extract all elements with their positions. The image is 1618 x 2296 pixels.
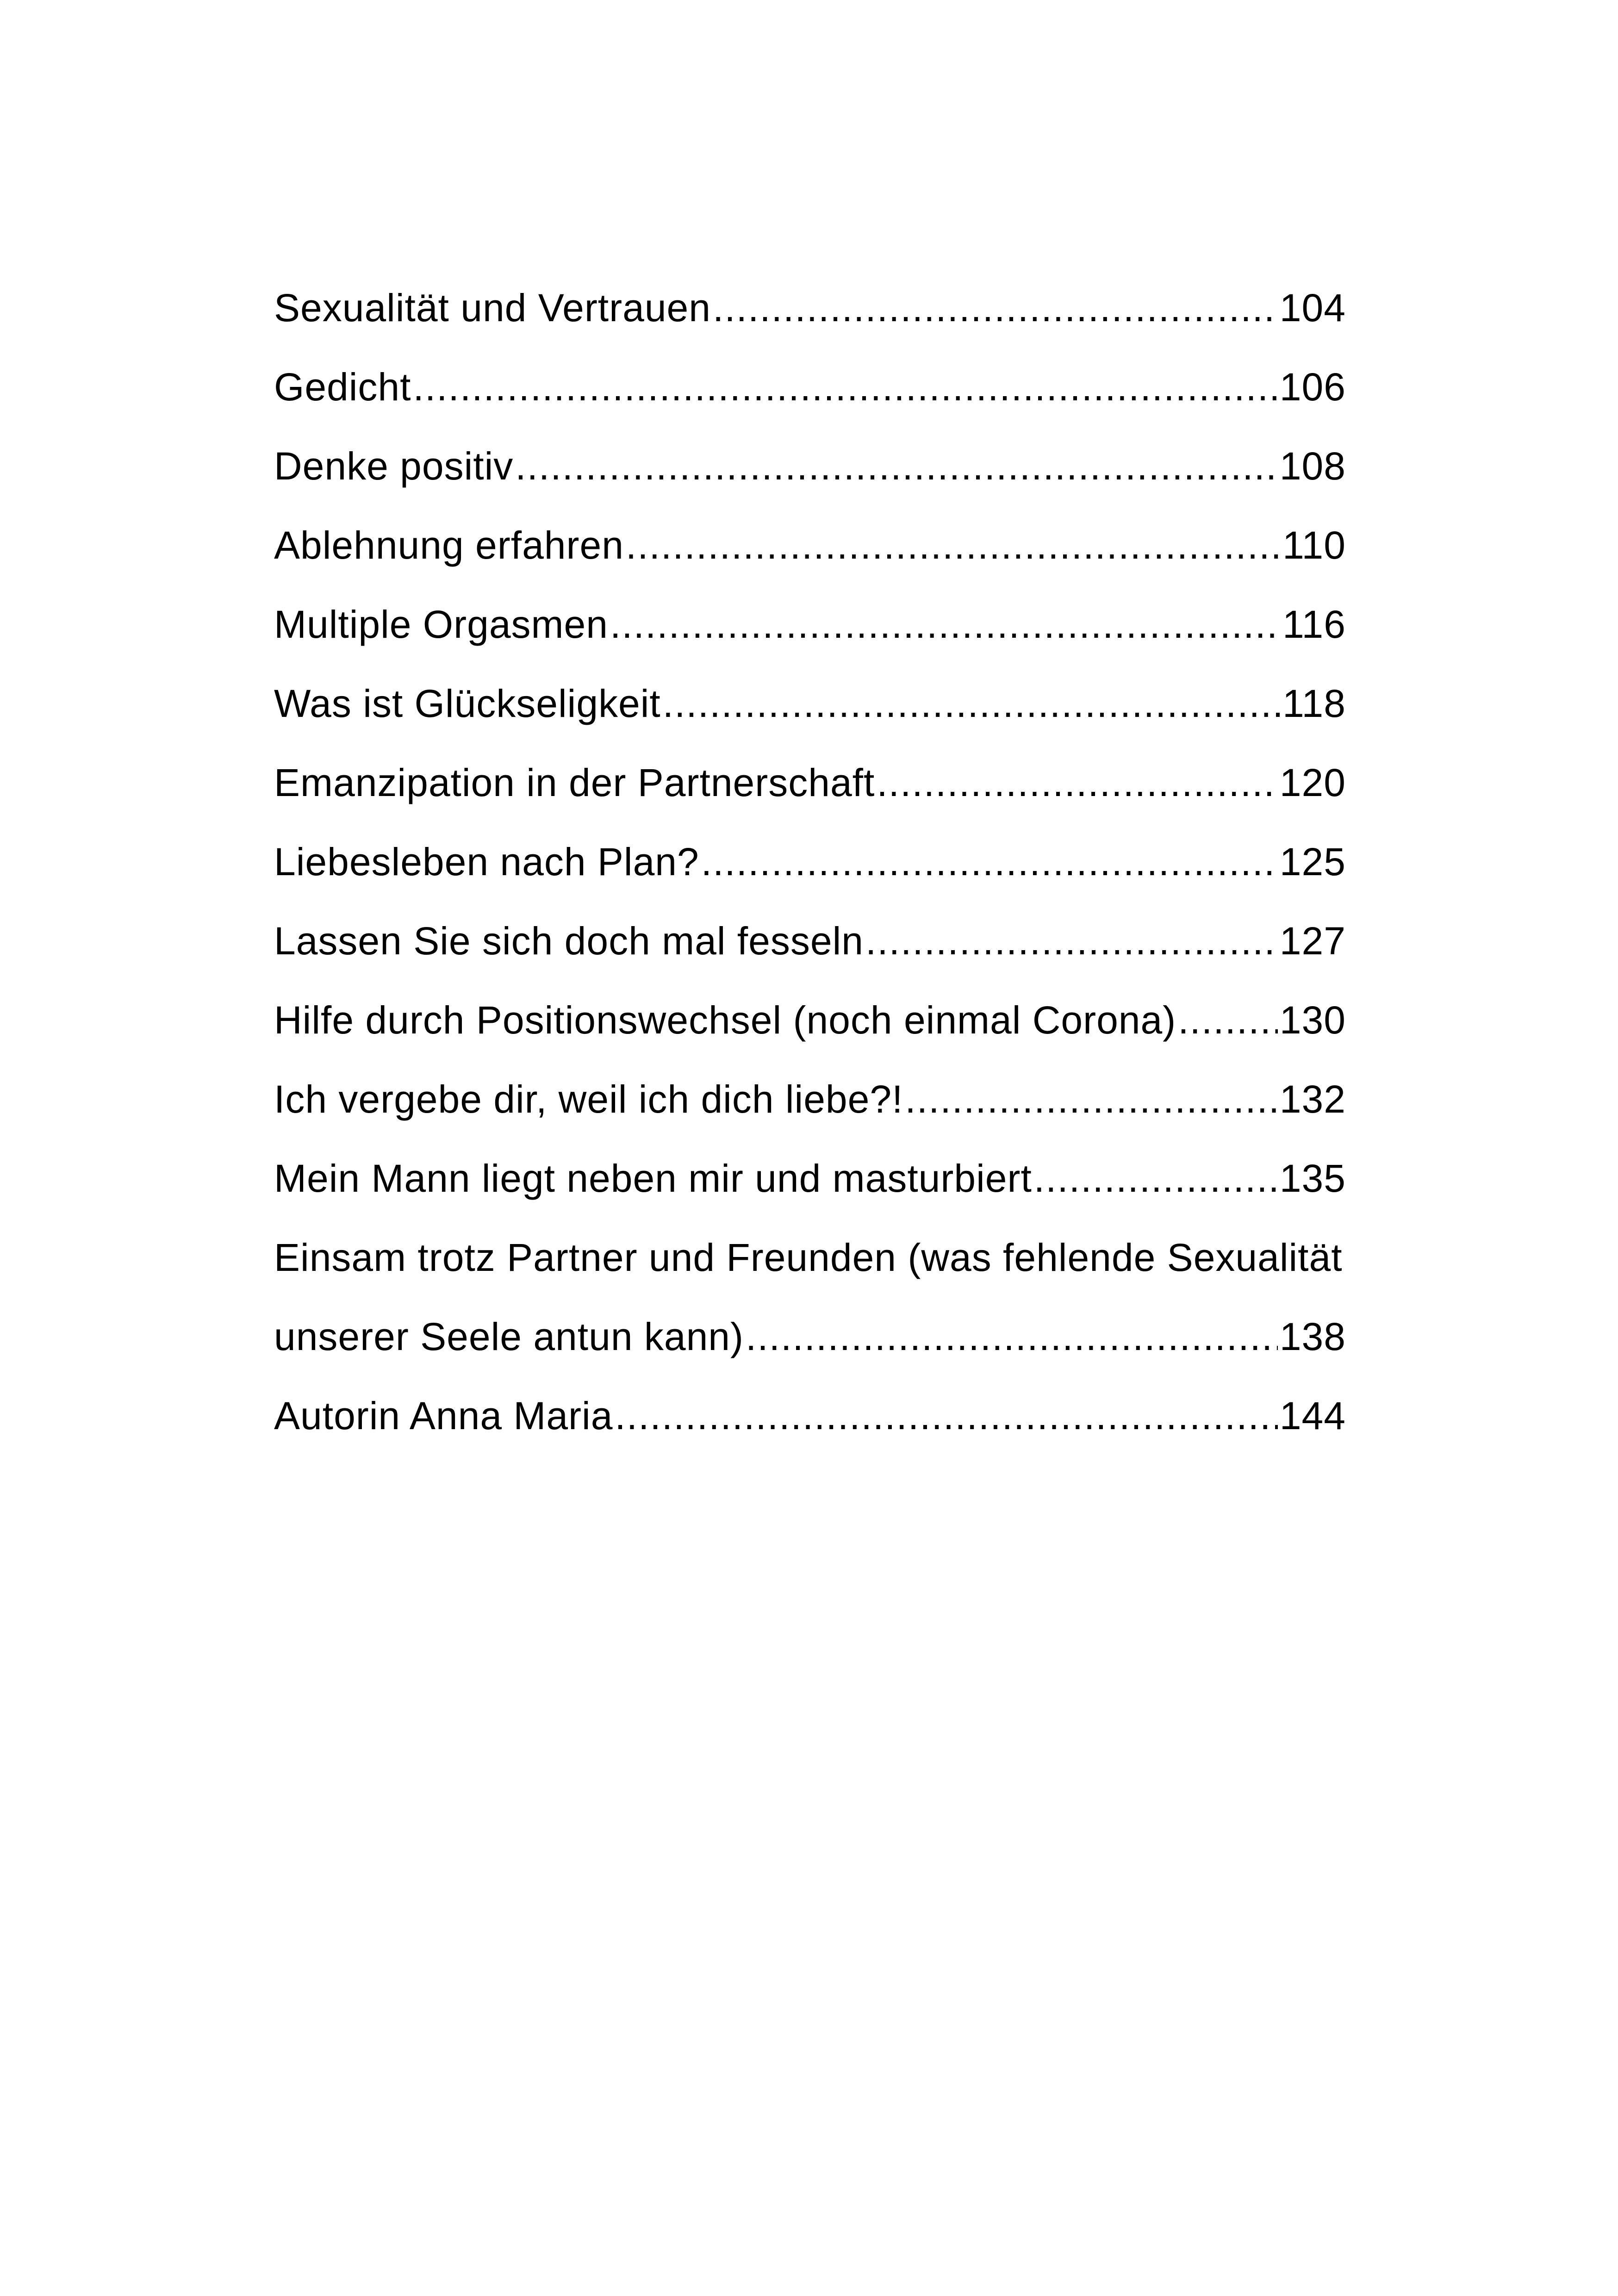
toc-entry[interactable]: [274, 822, 1346, 902]
toc-entry-page: 135: [1279, 1157, 1346, 1200]
toc-dot-leader: [615, 1376, 1277, 1456]
toc-entry-page: 104: [1279, 286, 1346, 330]
toc-entry-title: Hilfe durch Positionswechsel (noch einmal Corona): [274, 998, 1176, 1042]
toc-entry[interactable]: [274, 1139, 1346, 1218]
toc-dot-leader: [905, 1060, 1277, 1139]
toc-entry-page: 110: [1282, 523, 1346, 567]
toc-entry-title-line-1: Einsam trotz Partner und Freunden (was fehlende Sexualität: [274, 1236, 1343, 1279]
toc-dot-leader: [865, 902, 1278, 981]
toc-entry[interactable]: [274, 743, 1346, 822]
toc-entry-title: Was ist Glückseligkeit: [274, 682, 661, 725]
toc-entry-title: Emanzipation in der Partnerschaft: [274, 761, 875, 804]
toc-entry[interactable]: [274, 902, 1346, 981]
toc-entry-page: 106: [1279, 365, 1346, 409]
toc-entry-title: Gedicht: [274, 365, 411, 409]
toc-entry-page: 120: [1279, 761, 1346, 804]
toc-entry-title: Mein Mann liegt neben mir und masturbiert: [274, 1157, 1032, 1200]
toc-entry[interactable]: [274, 268, 1346, 348]
toc-entry[interactable]: [274, 1218, 1346, 1376]
toc-dot-leader: [1178, 981, 1278, 1060]
toc-entry-page: 144: [1279, 1394, 1346, 1437]
toc-dot-leader: [413, 348, 1278, 427]
toc-entry-page: 108: [1279, 444, 1346, 488]
toc-entry-title: Liebesleben nach Plan?: [274, 840, 699, 884]
toc-entry-title-line-2: unserer Seele antun kann): [274, 1315, 744, 1358]
toc-entry-title: Multiple Orgasmen: [274, 603, 608, 646]
toc-dot-leader: [877, 743, 1278, 822]
toc-entry[interactable]: [274, 1060, 1346, 1139]
toc-entry-page: 116: [1282, 603, 1346, 646]
toc-dot-leader: [1034, 1139, 1278, 1218]
toc-entry-page: 132: [1279, 1077, 1346, 1121]
toc-entry-page: 118: [1282, 682, 1346, 725]
table-of-contents: [274, 268, 1346, 1456]
toc-entry-title: Ich vergebe dir, weil ich dich liebe?!: [274, 1077, 903, 1121]
toc-entry-title: Denke positiv: [274, 444, 514, 488]
toc-entry[interactable]: [274, 427, 1346, 506]
toc-entry[interactable]: [274, 348, 1346, 427]
toc-entry-page: 138: [1279, 1315, 1346, 1358]
toc-dot-leader: [626, 506, 1281, 585]
toc-entry-title: Autorin Anna Maria: [274, 1394, 613, 1437]
toc-entry[interactable]: [274, 664, 1346, 743]
toc-entry-page: 127: [1279, 919, 1346, 963]
toc-dot-leader: [713, 268, 1278, 348]
toc-dot-leader: [701, 822, 1278, 902]
toc-entry-page: 125: [1279, 840, 1346, 884]
toc-entry-title: Sexualität und Vertrauen: [274, 286, 711, 330]
toc-dot-leader: [515, 427, 1278, 506]
toc-dot-leader: [610, 585, 1281, 664]
toc-entry-title: Ablehnung erfahren: [274, 523, 624, 567]
toc-dot-leader: [746, 1297, 1278, 1376]
toc-entry[interactable]: [274, 585, 1346, 664]
toc-dot-leader: [663, 664, 1281, 743]
toc-entry-title: Lassen Sie sich doch mal fesseln: [274, 919, 864, 963]
toc-entry[interactable]: [274, 506, 1346, 585]
toc-entry-page: 130: [1279, 998, 1346, 1042]
toc-entry[interactable]: [274, 1376, 1346, 1456]
toc-entry[interactable]: [274, 981, 1346, 1060]
